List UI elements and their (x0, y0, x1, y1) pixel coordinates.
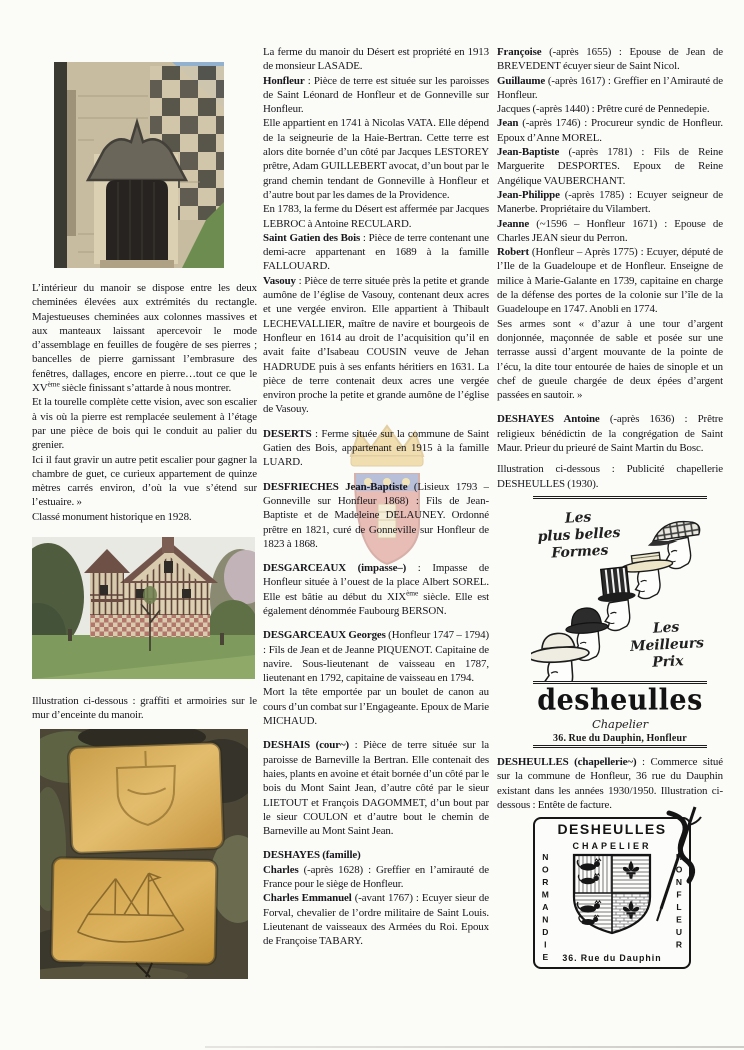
manor-house-photo (32, 537, 255, 679)
entry-lead: DESGARCEAUX (impasse–) (263, 562, 407, 575)
entry-deshayes-francoise (497, 45, 723, 74)
entry-deshayes-jean-philippe (497, 188, 723, 217)
entry-text: : Pièce de terre située sur la paroisse de Barneville la Bertran. Elle contenait des haies, plants en avoine et était bornée d’un côté par le bois du Mont Saint Jean, d’autre côté par le sieur LIETOUT et François DAGOMMET, d’un bout par le sieur COULON et d’autre bout le chemin de Barneville au Mont Saint Jean. (263, 739, 489, 838)
middle-column (263, 45, 489, 1045)
entry-text: (Honfleur 1747 – 1794) : Fils de Jean et de Jeanne PIQUENOT. Capitaine de navire. Sous-lieutenant de vaisseau en 1787, lieutenant en 1792, capitaine de vaisseau en 1794. (263, 629, 489, 685)
entry-text: (-avant 1767) : Ecuyer sieur de Forval, chevalier de l’ordre militaire de Saint Louis. Lieutenant de vaisseaux des Armées du Roi. Epoux de Françoise TABARY. (263, 892, 489, 948)
entry-deshayes-antoine (497, 412, 723, 455)
paragraph-escalier: Ici il faut gravir un autre petit escalier pour gagner la chambre de guet, ce curieux appartement de quinze mètres carrés environ, d’où la vue s’étend sur l’estuaire. » (32, 453, 257, 509)
entry-deshayes-jean (497, 116, 723, 145)
ad-slogan-line: Les (564, 509, 592, 527)
entry-text: (-après 1617) : Greffier en l’Amirauté de Honfleur. (497, 74, 723, 101)
entry-saint-gatien (263, 231, 489, 274)
entry-lead: DESHAIS (cour~) (263, 739, 350, 752)
entry-deshayes-jacques: Jacques (-après 1440) : Prêtre curé de Pennedepie. (497, 103, 710, 116)
entry-text: (-après 1781) : Fils de Reine Marguerite DESPORTES. Epoux de Reine Angélique VAUBERCHANT. (497, 146, 723, 187)
entry-deshayes-jean-baptiste (497, 145, 723, 188)
ad-slogan-line: Prix (651, 653, 684, 671)
caption-publicite: Illustration ci-dessous : Publicité chapellerie DESHEULLES (1930). (497, 463, 723, 490)
entry-lead: Vasouy (263, 274, 296, 287)
entry-lead: DESHAYES Antoine (497, 413, 600, 426)
entry-lead: Françoise (497, 46, 542, 58)
ad-slogan-line: plus belles (537, 524, 621, 546)
entry-ferme-desert-suite: La ferme du manoir du Désert est propriété en 1913 de monsieur LASADE. (263, 46, 489, 73)
letterhead-address: 36. Rue du Dauphin (562, 952, 662, 963)
caption-graffiti: Illustration ci-dessous : graffiti et armoiries sur le mur d’enceinte du manoir. (32, 695, 257, 722)
letterhead-brand: DESHEULLES (557, 821, 667, 838)
entry-lead: DESFRIECHES Jean-Baptiste (263, 480, 408, 493)
entry-text: : Commerce situé sur la commune de Honfleur, 36 rue du Dauphin existant dans les années 1930/1950. Illustration ci-dessous : Entête de facture. (497, 755, 723, 811)
scan-edge-artifact (205, 1046, 744, 1048)
entry-deshayes-robert (497, 245, 723, 316)
paragraph-text: siècle finissant s’attarde à nous montrer. (59, 382, 232, 395)
letterhead-side-honfleur: HONFLEUR (674, 852, 684, 953)
ad-brand-name: desheulles (537, 683, 703, 718)
entry-lead: Jean-Baptiste (497, 146, 560, 159)
graffiti-wall-photo (40, 729, 248, 979)
quill-flourish-icon (639, 805, 709, 935)
left-column (32, 62, 257, 1047)
ad-slogan-bottom (624, 618, 711, 673)
entry-text: (-après 1628) : Greffier en l’amirauté de France pour le siège de Honfleur. (263, 863, 489, 891)
entry-text: : Pièce de terre contenant une demi-acre appartenant en 1689 à la famille FALLOUARD. (263, 231, 489, 273)
right-column (497, 45, 723, 1045)
entry-text: : Pièce de terre située près la petite et grande aumône de l’église de Vasouy, contenant deux acres et une vergée environ. Elle appartient à Thibault LECHEVALLIER, maître de navire et bourgeois de Honfleur en 1614 au droit de l’acquisition qu’il en avait faite d’Isabeau COUSIN veuve de Jehan HADRUDE puis à ses enfants héritiers en 1631. La pièce de terre contenait deux acres une vergée environ proche la petite et grande aumône de l’église de Vasouy. (263, 274, 489, 416)
entry-text: : Impasse de Honfleur située à l’ouest de la place Albert SOREL. Elle est bâtie au début du XIX (263, 562, 489, 603)
letterhead-side-normandie: NORMANDIE (540, 852, 551, 965)
letterhead-subtitle: CHAPELIER (572, 841, 652, 852)
superscript-eme: ème (47, 379, 60, 389)
ad-subtitle: Chapelier (592, 716, 648, 731)
ad-slogan-line: Formes (551, 542, 609, 562)
entry-desheulles-chapellerie (497, 755, 723, 812)
entry-honfleur-suite: Elle appartient en 1741 à Nicolas VATA. Elle dépend de la seigneurie de la Haie-Bertran. Cette terre est alors dite bornée d’un côté par Jacques LESTOREY prêtre, Adam GUILLEBERT avocat, d’un bout par le grand chemin tendant de Gonneville à Honfleur et d’autre bout par les dames de la Providence. (263, 117, 489, 201)
entry-deserts (263, 427, 489, 470)
entry-deshayes-famille (263, 848, 489, 862)
entry-honfleur (263, 74, 489, 117)
desheulles-advertisement (531, 496, 709, 748)
superscript-eme: ème (406, 588, 419, 598)
entry-lead: DESHEULLES (chapellerie~) (497, 755, 637, 768)
entry-vasouy (263, 274, 489, 417)
entry-desgarceaux-georges-suite: Mort la tête emportée par un boulet de canon au cours d’un combat sur l’Engageante. Epoux de Marie MICHAUD. (263, 686, 489, 728)
entry-desgarceaux-impasse (263, 561, 489, 618)
paragraph-manor-interior (32, 281, 257, 395)
entry-lead: Jean (497, 117, 519, 130)
desheulles-letterhead (533, 817, 691, 969)
entry-lead: Guillaume (497, 74, 546, 87)
entry-text: siècle. Elle est également dénommée Faubourg BERSON. (263, 590, 489, 617)
entry-deshayes-guillaume (497, 74, 723, 103)
entry-lead: Charles (263, 863, 299, 876)
entry-text: (-après 1655) : Epouse de Jean de BREVEDENT écuyer sieur de Saint Nicol. (497, 46, 723, 73)
ad-bottom-rule (533, 745, 707, 748)
entry-lead: Honfleur (263, 74, 305, 87)
entry-deshayes-robert-armes: Ses armes sont « d’azur à une tour d’argent donjonnée, maçonnée de sable et posée sur une terrasse aussi d’argent mouvante de la pointe de l’écu, la dite tour entourée de haies de sinople et un chef de gueule chargée de deux épées d’argent passées en sautoir. » (497, 317, 723, 402)
entry-deshais-cour (263, 738, 489, 838)
paragraph-tourelle: Et la tourelle complète cette vision, avec son escalier à vis où la pierre est remplacée seulement à l’étage par une pièce de bois qui le conduit au palier du grenier. (32, 396, 257, 452)
ad-slogan-line: Meilleurs (629, 634, 705, 655)
ad-slogan-top (532, 508, 627, 564)
manor-door-photo (54, 62, 224, 268)
paragraph-text: L’intérieur du manoir se dispose entre les deux cheminées élevées aux extrémités du rectangle. Majestueuses cheminées aux colonnes massives et aux manteaux laissant apercevoir le mode d’assemblage en feuilles de fougère de ses pierres ; bancelles de pierre garnissant l’embrasure des fenêtres, dallages, encore en pierre…tout ce que le XV (32, 282, 257, 395)
entry-lead: Saint Gatien des Bois (263, 231, 361, 244)
entry-text: : Ferme située sur la commune de Saint Gatien des Bois, appartenant en 1915 à la famille LUARD. (263, 427, 489, 469)
entry-text: (-après 1746) : Procureur syndic de Honfleur. Epoux d’Anne MOREL. (497, 117, 723, 144)
entry-lead: DESGARCEAUX Georges (263, 629, 386, 642)
entry-lead: Jean-Philippe (497, 188, 560, 201)
entry-desgarceaux-georges (263, 628, 489, 685)
entry-text: (-après 1785) : Ecuyer seigneur de Manerbe. Propriétaire du Vilambert. (497, 188, 723, 216)
entry-text: (Lisieux 1793 – Gonneville sur Honfleur 1868) : Fils de Jean-Baptiste et de Madeleine DELAUNEY. Ordonné prêtre en 1821, curé de Gonneville sur Honfleur de 1823 à 1868. (263, 480, 489, 550)
ad-slogan-line: Les (652, 619, 680, 637)
entry-lead: Charles Emmanuel (263, 892, 352, 905)
entry-lead: Jeanne (497, 217, 530, 230)
ad-address: 36. Rue du Dauphin, Honfleur (553, 732, 687, 744)
entry-deshayes-charles (263, 863, 489, 892)
entry-lead: Robert (497, 246, 530, 259)
entry-text: (-après 1636) : Prêtre religieux bénédictin de la congrégation de Saint Maur. Prieur du prieuré de Saint Martin du Bosc. (497, 413, 723, 455)
entry-lead: DESERTS (263, 427, 312, 440)
paragraph-classement: Classé monument historique en 1928. (32, 510, 192, 523)
entry-deshayes-jeanne (497, 217, 723, 246)
entry-text: (Honfleur – Après 1775) : Ecuyer, député de l’Ile de la Guadeloupe et de Honfleur. Enseigne de milice à Marie-Galante en 1739, capitaine en charge de la défense des portes de la colonie sur l’île de la Guadeloupe en 1747. Anobli en 1774. (497, 246, 723, 316)
entry-text: (~1596 – Honfleur 1671) : Epouse de Charles JEAN sieur du Perron. (497, 217, 723, 244)
entry-text: : Pièce de terre est située sur les paroisses de Saint Léonard de Honfleur et de Gonneville sur Honfleur. (263, 74, 489, 116)
entry-honfleur-1783: En 1783, la ferme du Désert est affermée par Jacques LEBROC à Antoine RECULARD. (263, 203, 489, 230)
entry-lead: DESHAYES (famille) (263, 849, 361, 862)
entry-desfrieches (263, 480, 489, 551)
ad-top-rule (533, 496, 707, 499)
entry-deshayes-charles-emmanuel (263, 891, 489, 948)
